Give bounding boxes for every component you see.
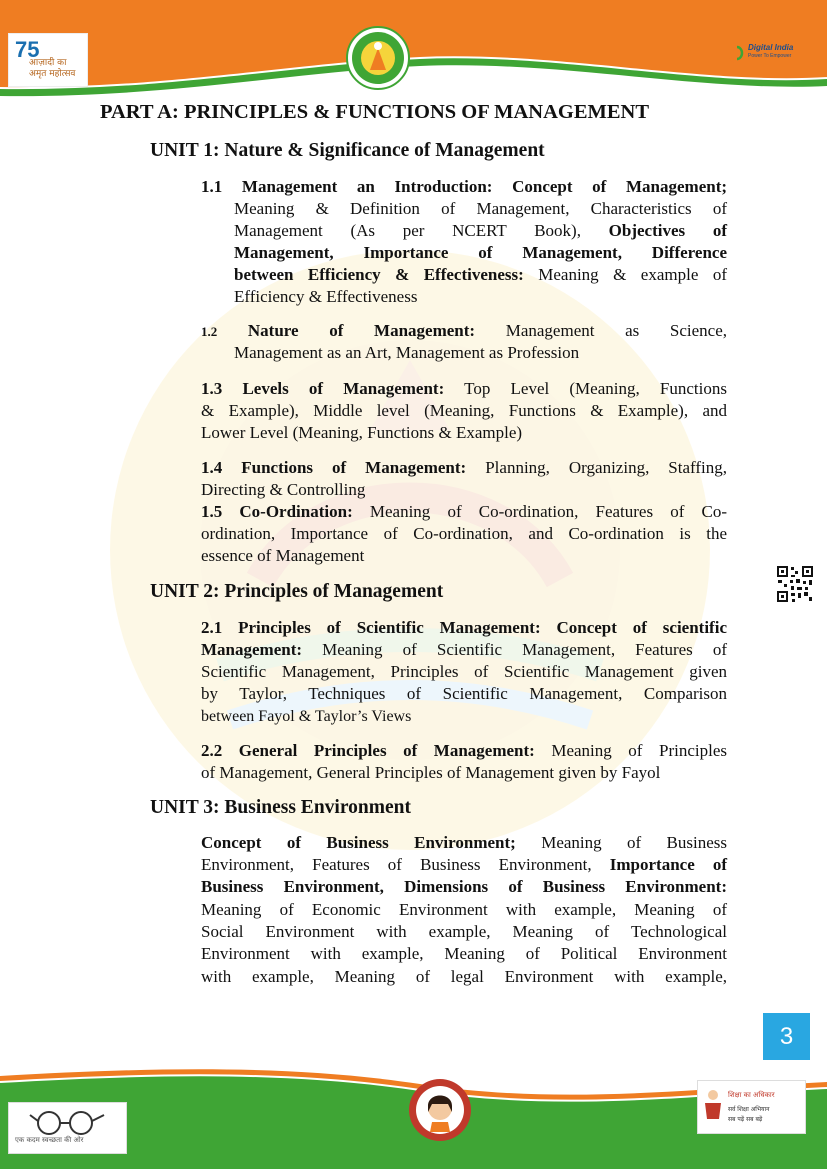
section-2-1-line-4: by Taylor, Techniques of Scientific Management, Comparison — [201, 684, 727, 703]
section-number: 1.1 — [201, 177, 223, 196]
section-number: 1.2 — [201, 324, 218, 339]
section-1-3-line-2: & Example), Middle level (Meaning, Functions & Example), and — [201, 401, 727, 420]
section-1-1-line-6: Efficiency & Effectiveness — [234, 287, 418, 306]
section-1-4-heading — [201, 457, 727, 479]
unit-1-title: UNIT 1: Nature & Significance of Management — [150, 140, 545, 161]
section-1-1-line-4: Management, Importance of Management, Difference — [234, 243, 727, 262]
section-number: 2.1 — [201, 618, 223, 637]
part-title: PART A: PRINCIPLES & FUNCTIONS OF MANAGEMENT — [100, 101, 650, 123]
text-run: Management (As per NCERT Book), — [234, 221, 581, 240]
qr-code-icon[interactable] — [776, 565, 814, 603]
section-1-5-line-2: ordination, Importance of Co-ordination, and Co-ordination is the — [201, 524, 727, 543]
bold-text-run: Levels of Management: — [242, 379, 445, 398]
section-1-4-line-2: Directing & Controlling — [201, 480, 366, 499]
section-2-1-line-3: Scientific Management, Principles of Scientific Management given — [201, 662, 727, 681]
section-2-2-heading — [201, 740, 727, 762]
shiksha-ka-adhikar-logo — [697, 1080, 806, 1134]
text-run: Top Level (Meaning, Functions — [464, 379, 727, 398]
unit-3-line-6: Environment with example, Meaning of Political Environment — [201, 944, 727, 963]
section-2-1-line-2 — [201, 639, 727, 661]
text-run: Meaning of Co-ordination, Features of Co- — [369, 502, 728, 521]
unit-3-title: UNIT 3: Business Environment — [150, 797, 411, 818]
bold-text-run: Objectives of — [608, 221, 727, 240]
beti-bachao-beti-padhao-icon — [408, 1078, 472, 1142]
digital-india-title: Digital India — [748, 43, 794, 52]
section-1-1-line-3 — [234, 220, 727, 242]
section-number: 2.2 — [201, 741, 223, 760]
text-run: Planning, Organizing, Staffing, — [485, 458, 728, 477]
unit-3-line-5: Social Environment with example, Meaning of Technological — [201, 922, 727, 941]
section-1-1-line-5 — [234, 264, 727, 286]
swachh-bharat-logo — [8, 1102, 127, 1154]
bold-text-run: Co-Ordination: — [239, 502, 353, 521]
text-run: Meaning of Principles — [551, 741, 727, 760]
section-2-1-heading — [201, 617, 727, 639]
section-heading-text: Principles of Scientific Management: Concept of scientific — [238, 618, 727, 637]
shiksha-line3: सब पढ़ें सब बढ़ें — [728, 1116, 763, 1123]
section-2-2-line-2: of Management, General Principles of Management given by Fayol — [201, 763, 661, 782]
logo-text-line2: अमृत महोत्सव — [29, 69, 76, 79]
shiksha-line2: सर्व शिक्षा अभियान — [728, 1106, 770, 1113]
children-icon — [702, 1089, 724, 1125]
section-1-2-heading — [201, 320, 727, 343]
bold-text-run: between Efficiency & Effectiveness: — [234, 265, 524, 284]
logo-number: 75 — [15, 37, 40, 62]
section-number: 1.5 — [201, 502, 223, 521]
bold-text-run: Functions of Management: — [241, 458, 467, 477]
bold-text-run: General Principles of Management: — [238, 741, 535, 760]
bold-text-run: Concept of Business Environment; — [201, 833, 516, 852]
section-2-1-line-5: between Fayol & Taylor’s Views — [201, 708, 412, 725]
unit-3-line-4: Meaning of Economic Environment with example, Meaning of — [201, 900, 727, 919]
text-run: Meaning & example of — [538, 265, 727, 284]
text-run: Environment, Features of Business Environment, — [201, 855, 592, 874]
text-run: Meaning of Scientific Management, Features of — [322, 640, 728, 659]
section-1-2-line-2: Management as an Art, Management as Profession — [234, 343, 580, 362]
section-1-3-line-3: Lower Level (Meaning, Functions & Example) — [201, 423, 523, 442]
unit-3-line-2 — [201, 854, 727, 876]
bold-text-run: Importance of — [609, 855, 727, 874]
section-number: 1.3 — [201, 379, 223, 398]
swachh-tagline: एक कदम स्वच्छता की ओर — [15, 1136, 84, 1144]
digital-india-tagline: Power To Empower — [748, 53, 792, 59]
logo-text-line1: आज़ादी का — [29, 58, 67, 68]
unit-3-line-7: with example, Meaning of legal Environment with example, — [201, 967, 727, 986]
spectacles-icon — [29, 1109, 105, 1137]
unit-2-title: UNIT 2: Principles of Management — [150, 581, 444, 602]
bold-text-run: Management: — [201, 640, 303, 659]
unit-3-line-3: Business Environment, Dimensions of Business Environment: — [201, 877, 727, 896]
section-1-5-heading — [201, 501, 727, 523]
section-1-5-line-3: essence of Management — [201, 546, 365, 565]
unit-3-line-1 — [201, 832, 727, 854]
section-heading-text: Management an Introduction: Concept of Management; — [241, 177, 728, 196]
section-1-3-heading — [201, 378, 727, 400]
page-number: 3 — [763, 1013, 810, 1060]
section-1-1-line-2: Meaning & Definition of Management, Characteristics of — [234, 199, 727, 218]
bold-text-run: Nature of Management: — [247, 321, 476, 340]
shiksha-title: शिक्षा का अधिकार — [728, 1091, 775, 1099]
section-number: 1.4 — [201, 458, 223, 477]
section-1-1-heading — [201, 176, 727, 198]
text-run: Meaning of Business — [541, 833, 728, 852]
text-run: Management as Science, — [505, 321, 728, 340]
